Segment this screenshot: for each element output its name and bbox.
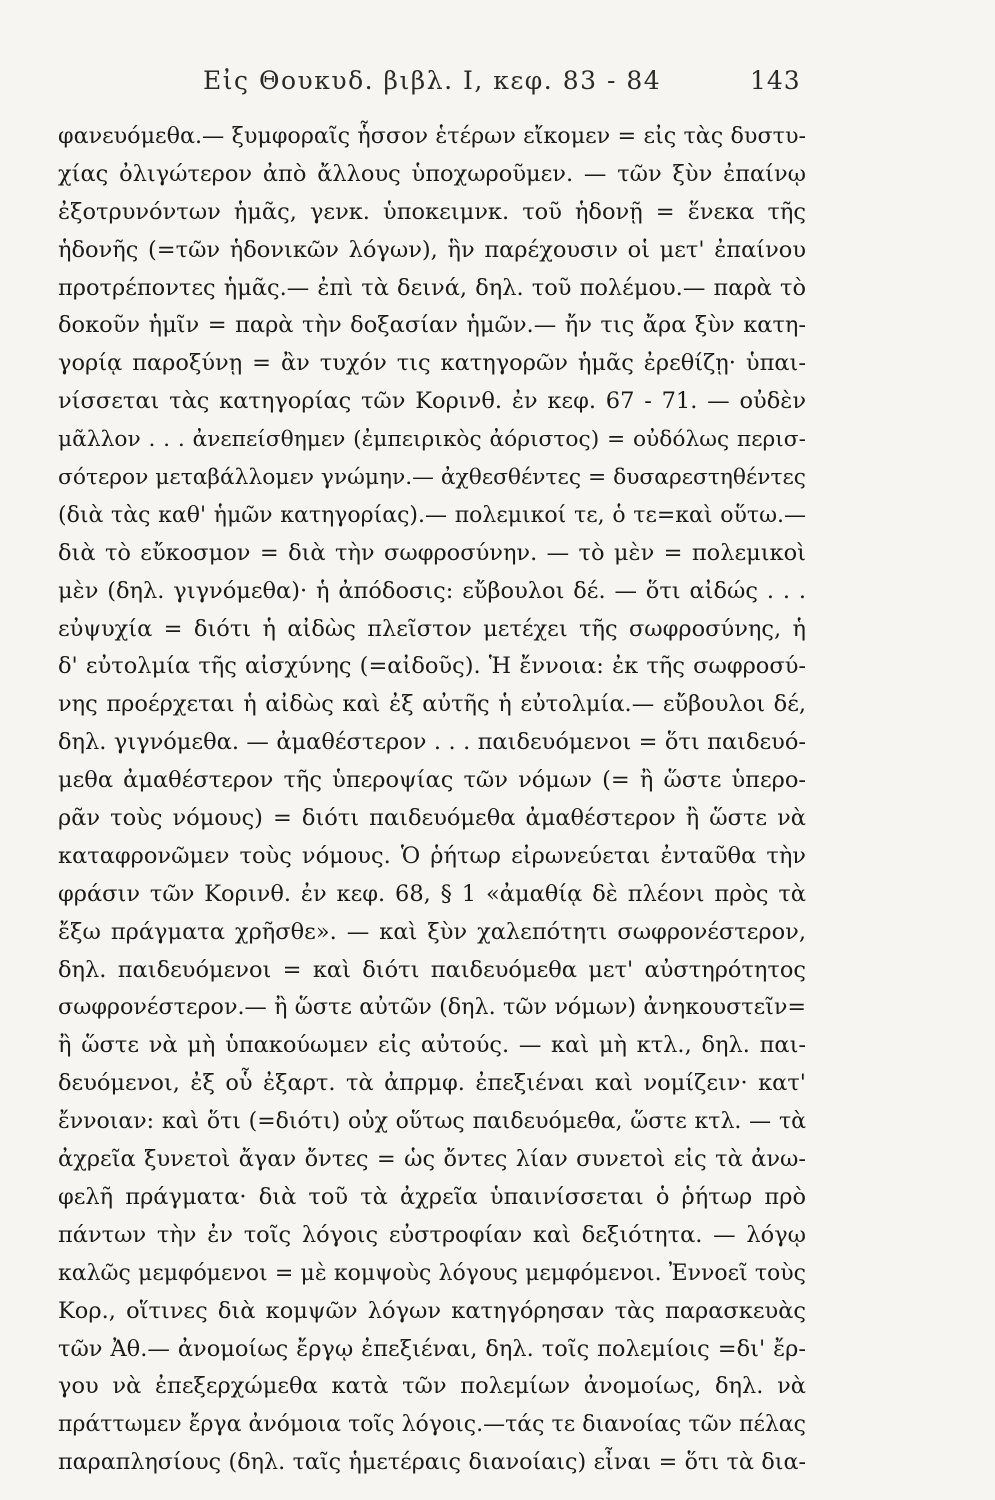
page-number: 143 <box>750 66 801 95</box>
text-line: Κορ., οἵτινες διὰ κομψῶν λόγων κατηγόρησαν τὰς παρασκευὰς <box>58 1297 806 1324</box>
text-line: πράττωμεν ἔργα ἀνόμοια τοῖς λόγοις.—τάς τε διανοίας τῶν πέλας <box>58 1412 806 1438</box>
text-line: δηλ. γιγνόμεθα. — ἀμαθέστερον . . . παιδευόμενοι = ὅτι παιδευό- <box>58 729 806 756</box>
text-line: σότερον μεταβάλλομεν γνώμην.— ἀχθεσθέντες = δυσαρεστηθέντες <box>58 465 806 491</box>
commentary-body <box>58 118 806 1482</box>
text-line: προτρέποντες ἡμᾶς.— ἐπὶ τὰ δεινά, δηλ. τοῦ πολέμου.— παρὰ τὸ <box>58 274 806 301</box>
text-line: μεθα ἀμαθέστερον τῆς ὑπεροψίας τῶν νόμων (= ἢ ὥστε ὑπερο- <box>58 767 806 794</box>
text-line: ἔννοιαν: καὶ ὅτι (=διότι) οὐχ οὕτως παιδευόμεθα, ὥστε κτλ. — τὰ <box>58 1109 806 1135</box>
text-line: δοκοῦν ἡμῖν = παρὰ τὴν δοξασίαν ἡμῶν.— ἤν τις ἄρα ξὺν κατη- <box>58 312 806 339</box>
text-line: (διὰ τὰς καθ' ἡμῶν κατηγορίας).— πολεμικοί τε, ὁ τε=καὶ οὕτω.— <box>58 502 806 528</box>
text-line: ἢ ὥστε νὰ μὴ ὑπακούωμεν εἰς αὐτούς. — καὶ μὴ κτλ., δηλ. παι- <box>58 1032 806 1059</box>
text-line: νίσσεται τὰς κατηγορίας τῶν Κορινθ. ἐν κεφ. 67 - 71. — οὐδὲν <box>58 388 806 415</box>
text-line: γου νὰ ἐπεξερχώμεθα κατὰ τῶν πολεμίων ἀνομοίως, δηλ. νὰ <box>58 1373 806 1400</box>
text-line: παραπλησίους (δηλ. ταῖς ἡμετέραις διανοίαις) εἶναι = ὅτι τὰ δια- <box>58 1449 806 1476</box>
text-line: εὐψυχία = διότι ἡ αἰδὼς πλεῖστον μετέχει τῆς σωφροσύνης, ἡ <box>58 615 806 642</box>
text-line: χίας ὀλιγώτερον ἀπὸ ἄλλους ὑποχωροῦμεν. — τῶν ξὺν ἐπαίνῳ <box>58 160 806 187</box>
text-line: μᾶλλον . . . ἀνεπείσθημεν (ἐμπειρικὸς ἀόριστος) = οὐδόλως περισ- <box>58 427 806 453</box>
text-line: ἐξοτρυνόντων ἡμᾶς, γενκ. ὑποκειμνκ. τοῦ ἡδονῇ = ἕνεκα τῆς <box>58 198 806 225</box>
text-line: φανευόμεθα.— ξυμφοραῖς ἧσσον ἑτέρων εἴκομεν = εἰς τὰς δυστυ- <box>58 123 806 149</box>
text-line: δ' εὐτολμία τῆς αἰσχύνης (=αἰδοῦς). Ἡ ἔννοια: ἐκ τῆς σωφροσύ- <box>58 653 806 680</box>
text-line: ἡδονῆς (=τῶν ἡδονικῶν λόγων), ἣν παρέχουσιν οἱ μετ' ἐπαίνου <box>58 236 806 263</box>
text-line: φελῆ πράγματα· διὰ τοῦ τὰ ἀχρεῖα ὑπαινίσσεται ὁ ῥήτωρ πρὸ <box>58 1183 806 1210</box>
running-title: Εἰς Θουκυδ. βιβλ. Ι, κεφ. 83 - 84 <box>203 66 662 95</box>
text-line: ἔξω πράγματα χρῆσθε». — καὶ ξὺν χαλεπότητι σωφρονέστερον, <box>58 918 806 945</box>
text-line: ἀχρεῖα ξυνετοὶ ἄγαν ὄντες = ὡς ὄντες λίαν συνετοὶ εἰς τὰ ἀνω- <box>58 1146 806 1173</box>
text-line: καταφρονῶμεν τοὺς νόμους. Ὁ ῥήτωρ εἰρωνεύεται ἐνταῦθα τὴν <box>58 842 806 869</box>
text-line: δηλ. παιδευόμενοι = καὶ διότι παιδευόμεθα μετ' αὐστηρότητος <box>58 956 806 983</box>
text-line: φράσιν τῶν Κορινθ. ἐν κεφ. 68, § 1 «ἀμαθίᾳ δὲ πλέονι πρὸς τὰ <box>58 880 806 907</box>
text-line: γορίᾳ παροξύνῃ = ἂν τυχόν τις κατηγορῶν ἡμᾶς ἐρεθίζῃ· ὑπαι- <box>58 350 806 377</box>
text-line: σωφρονέστερον.— ἢ ὥστε αὐτῶν (δηλ. τῶν νόμων) ἀνηκουστεῖν= <box>58 994 806 1021</box>
text-line: διὰ τὸ εὔκοσμον = διὰ τὴν σωφροσύνην. — τὸ μὲν = πολεμικοὶ <box>58 539 806 566</box>
text-line: καλῶς μεμφόμενοι = μὲ κομψοὺς λόγους μεμφόμενοι. Ἐννοεῖ τοὺς <box>58 1260 806 1286</box>
text-line: τῶν Ἀθ.— ἀνομοίως ἔργῳ ἐπεξιέναι, δηλ. τοῖς πολεμίοις =δι' ἔρ- <box>58 1335 806 1362</box>
text-line: ρᾶν τοὺς νόμους) = διότι παιδευόμεθα ἀμαθέστερον ἢ ὥστε νὰ <box>58 805 806 832</box>
text-line: μὲν (δηλ. γιγνόμεθα)· ἡ ἀπόδοσις: εὔβουλοι δέ. — ὅτι αἰδώς . . . <box>58 577 806 604</box>
text-line: νης προέρχεται ἡ αἰδὼς καὶ ἐξ αὐτῆς ἡ εὐτολμία.— εὔβουλοι δέ, <box>58 691 806 718</box>
text-line: δευόμενοι, ἐξ οὗ ἐξαρτ. τὰ ἀπρμφ. ἐπεξιέναι καὶ νομίζειν· κατ' <box>58 1070 806 1097</box>
text-line: πάντων τὴν ἐν τοῖς λόγοις εὐστροφίαν καὶ δεξιότητα. — λόγῳ <box>58 1221 806 1248</box>
